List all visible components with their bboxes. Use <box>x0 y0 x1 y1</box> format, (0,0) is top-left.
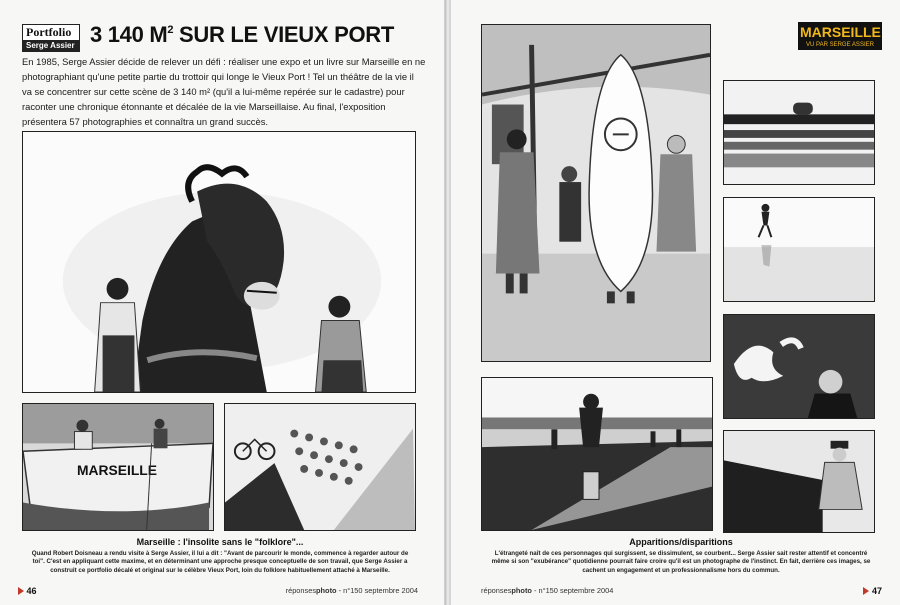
headline-superscript: 2 <box>167 24 174 36</box>
right-page <box>450 0 900 605</box>
photo-curly-sculpture-graphic <box>724 315 874 418</box>
photo-quay <box>481 377 713 531</box>
intro-paragraph: En 1985, Serge Assier décide de relever un défi : réaliser une expo et un livre sur Marseille en ne photographiant qu'une petite partie du trottoir qui longe le Vieux Port ! Tel un théâtre de la vie il va se concentrer sur cette scène de 3 140 m² (qu'il a lui-même repérée sur le cadastre) pour raconter une chronique étonnante et décalée de la vie Marseillaise. Au final, l'exposition présentera 57 photographies et connaîtra un grand succès. <box>22 56 426 127</box>
author-label: Serge Assier <box>23 40 79 52</box>
page-number-left-text: 46 <box>26 586 37 596</box>
photo-horse-graphic <box>23 132 415 392</box>
photo-curly-sculpture <box>723 314 875 419</box>
logo-subtitle: VU PAR SERGE ASSIER <box>806 42 874 48</box>
arrow-icon <box>18 587 24 595</box>
folio-right-suffix: - n°150 septembre 2004 <box>531 586 614 595</box>
folio-left-prefix: réponses <box>285 586 317 595</box>
portfolio-badge <box>22 24 80 52</box>
folio-left-suffix: - n°150 septembre 2004 <box>336 586 418 595</box>
boat-name-text: MARSEILLE <box>77 461 157 478</box>
photo-man-hat <box>723 430 875 533</box>
left-page <box>0 0 445 605</box>
folio-right <box>481 586 613 595</box>
photo-sculpture <box>224 403 416 531</box>
photo-horse <box>22 131 416 393</box>
photo-boat-graphic <box>23 404 213 530</box>
page-number-left <box>18 586 37 596</box>
caption-left <box>30 537 410 575</box>
caption-right-title: Apparitions/disparitions <box>629 537 733 547</box>
photo-surfboard <box>481 24 711 362</box>
caption-right <box>491 537 871 575</box>
photo-surfboard-graphic <box>482 25 710 361</box>
folio-right-bold: photo <box>511 586 532 595</box>
folio-left-bold: photo <box>316 586 337 595</box>
caption-left-body: Quand Robert Doisneau a rendu visite à Serge Assier, il lui a dit : "Avant de parcourir le monde, commence à regarder autour de toi". C'est en appliquant cette maxime, et en déterminant une approche presque conceptuelle de son travail, que Serge Assier a construit ce portfolio décalé et original sur le célèbre Vieux Port, loin du folklore habituellement attaché à Marseille. <box>31 550 409 574</box>
photo-runner-graphic <box>724 198 874 301</box>
caption-left-title: Marseille : l'insolite sans le "folklore"... <box>136 537 304 547</box>
headline-rest: SUR LE VIEUX PORT <box>173 22 394 47</box>
headline <box>90 22 394 48</box>
portfolio-label: Portfolio <box>26 25 72 39</box>
folio-left <box>286 586 418 595</box>
photo-sculpture-graphic <box>225 404 415 530</box>
photo-bench-graphic <box>724 81 874 184</box>
headline-number: 3 140 M <box>90 22 168 47</box>
page-number-right <box>863 586 882 596</box>
logo-title: MARSEILLE <box>800 24 881 40</box>
photo-bench <box>723 80 875 185</box>
photo-quay-graphic <box>482 378 712 530</box>
arrow-icon <box>863 587 869 595</box>
page-number-right-text: 47 <box>871 586 882 596</box>
marseille-logo <box>798 22 882 50</box>
photo-boat <box>22 403 214 531</box>
photo-runner <box>723 197 875 302</box>
folio-right-prefix: réponses <box>481 586 512 595</box>
caption-right-body: L'étrangeté naît de ces personnages qui surgissent, se dissimulent, se courbent... Serge Assier sait rester attentif et concentré même si son "exubérance" quotidienne pourrait faire croire qu'il est un photographe de l'instinct. En fait, derrière ces images, se cachent un engagement et un professionnalisme hors du commun. <box>491 550 871 574</box>
photo-man-hat-graphic <box>724 431 874 532</box>
